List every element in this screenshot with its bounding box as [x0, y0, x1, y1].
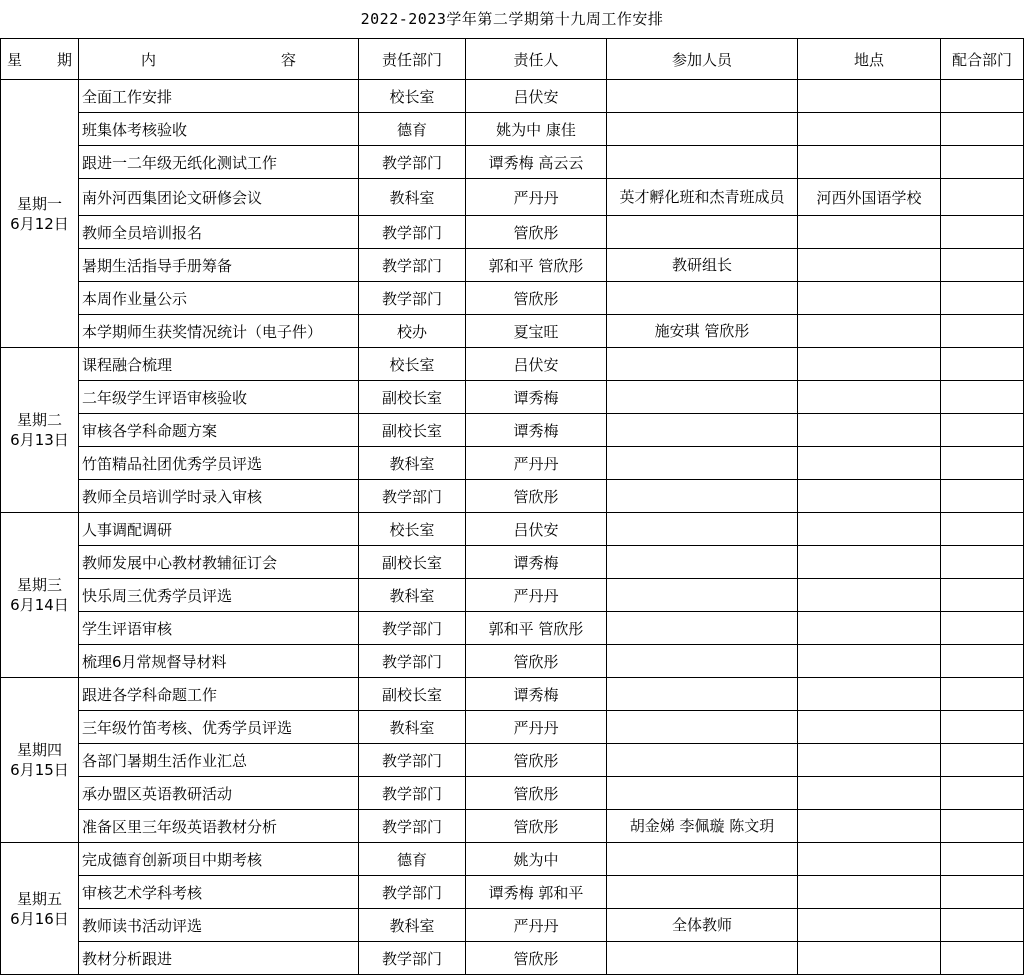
- cell-person: 严丹丹: [466, 909, 607, 942]
- cell-location: [798, 744, 941, 777]
- table-row: [1, 480, 1024, 513]
- cell-content: 跟进一二年级无纸化测试工作: [79, 146, 359, 179]
- cell-content: 三年级竹笛考核、优秀学员评选: [79, 711, 359, 744]
- cell-participants: [607, 480, 798, 513]
- cell-content: 南外河西集团论文研修会议: [79, 179, 359, 216]
- header-coop: 配合部门: [941, 39, 1024, 80]
- header-day-a: 星: [7, 50, 23, 69]
- cell-coop: [941, 579, 1024, 612]
- table-row: [1, 80, 1024, 113]
- header-location: 地点: [798, 39, 941, 80]
- header-content: [79, 39, 359, 80]
- cell-person: 郭和平 管欣彤: [466, 249, 607, 282]
- cell-participants: [607, 876, 798, 909]
- table-row: [1, 876, 1024, 909]
- cell-person: 管欣彤: [466, 282, 607, 315]
- cell-person: 管欣彤: [466, 810, 607, 843]
- day-cell-fri: [1, 843, 79, 975]
- cell-dept: 教科室: [359, 909, 466, 942]
- cell-coop: [941, 315, 1024, 348]
- table-row: [1, 447, 1024, 480]
- cell-dept: 教学部门: [359, 480, 466, 513]
- table-row: [1, 744, 1024, 777]
- cell-participants: [607, 447, 798, 480]
- cell-location: 河西外国语学校: [798, 179, 941, 216]
- cell-location: [798, 777, 941, 810]
- cell-coop: [941, 414, 1024, 447]
- cell-content: 全面工作安排: [79, 80, 359, 113]
- cell-location: [798, 579, 941, 612]
- cell-coop: [941, 810, 1024, 843]
- table-row: [1, 942, 1024, 975]
- header-content-a: 内: [141, 50, 157, 69]
- table-row: [1, 777, 1024, 810]
- cell-dept: 校长室: [359, 513, 466, 546]
- cell-participants: 教研组长: [607, 249, 798, 282]
- cell-person: 管欣彤: [466, 942, 607, 975]
- table-row: [1, 711, 1024, 744]
- header-day: [1, 39, 79, 80]
- table-row: [1, 179, 1024, 216]
- cell-dept: 教学部门: [359, 810, 466, 843]
- cell-participants: [607, 381, 798, 414]
- cell-person: 谭秀梅: [466, 678, 607, 711]
- cell-content: 准备区里三年级英语教材分析: [79, 810, 359, 843]
- cell-coop: [941, 546, 1024, 579]
- cell-content: 各部门暑期生活作业汇总: [79, 744, 359, 777]
- cell-person: 管欣彤: [466, 777, 607, 810]
- cell-location: [798, 942, 941, 975]
- cell-dept: 副校长室: [359, 678, 466, 711]
- header-content-b: 容: [280, 50, 296, 69]
- cell-coop: [941, 113, 1024, 146]
- cell-location: [798, 447, 941, 480]
- cell-coop: [941, 216, 1024, 249]
- cell-participants: [607, 513, 798, 546]
- cell-participants: [607, 348, 798, 381]
- cell-dept: 德育: [359, 843, 466, 876]
- cell-dept: 校办: [359, 315, 466, 348]
- cell-dept: 教科室: [359, 447, 466, 480]
- cell-location: [798, 909, 941, 942]
- cell-location: [798, 113, 941, 146]
- table-row: [1, 546, 1024, 579]
- cell-content: 完成德育创新项目中期考核: [79, 843, 359, 876]
- cell-person: 吕伏安: [466, 513, 607, 546]
- header-dept: 责任部门: [359, 39, 466, 80]
- cell-location: [798, 645, 941, 678]
- cell-person: 吕伏安: [466, 80, 607, 113]
- header-person: 责任人: [466, 39, 607, 80]
- table-row: [1, 612, 1024, 645]
- cell-dept: 教学部门: [359, 777, 466, 810]
- cell-coop: [941, 513, 1024, 546]
- cell-coop: [941, 612, 1024, 645]
- cell-dept: 教科室: [359, 179, 466, 216]
- cell-person: 谭秀梅: [466, 381, 607, 414]
- cell-content: 教师读书活动评选: [79, 909, 359, 942]
- cell-person: 严丹丹: [466, 711, 607, 744]
- cell-person: 管欣彤: [466, 744, 607, 777]
- cell-location: [798, 80, 941, 113]
- table-row: [1, 348, 1024, 381]
- day-weekday: 星期三: [16, 576, 62, 594]
- cell-location: [798, 612, 941, 645]
- cell-coop: [941, 843, 1024, 876]
- cell-content: 本周作业量公示: [79, 282, 359, 315]
- header-row: [1, 39, 1024, 80]
- cell-location: [798, 711, 941, 744]
- cell-location: [798, 146, 941, 179]
- table-row: [1, 843, 1024, 876]
- day-date: 6月12日: [10, 214, 69, 233]
- cell-coop: [941, 80, 1024, 113]
- cell-participants: 全体教师: [607, 909, 798, 942]
- cell-coop: [941, 744, 1024, 777]
- cell-location: [798, 513, 941, 546]
- day-date: 6月16日: [10, 909, 69, 928]
- cell-coop: [941, 480, 1024, 513]
- day-date: 6月14日: [10, 596, 69, 614]
- cell-participants: [607, 744, 798, 777]
- day-cell-mon: [1, 80, 79, 348]
- table-row: [1, 645, 1024, 678]
- cell-coop: [941, 249, 1024, 282]
- cell-person: 谭秀梅: [466, 414, 607, 447]
- table-row: [1, 113, 1024, 146]
- cell-participants: [607, 414, 798, 447]
- table-row: [1, 810, 1024, 843]
- cell-participants: [607, 146, 798, 179]
- table-row: [1, 513, 1024, 546]
- cell-participants: [607, 678, 798, 711]
- table-row: [1, 678, 1024, 711]
- cell-content: 教师发展中心教材教辅征订会: [79, 546, 359, 579]
- table-row: [1, 909, 1024, 942]
- day-date: 6月15日: [10, 761, 69, 779]
- cell-person: 谭秀梅 高云云: [466, 146, 607, 179]
- table-row: [1, 282, 1024, 315]
- cell-participants: [607, 113, 798, 146]
- cell-person: 严丹丹: [466, 447, 607, 480]
- cell-content: 教材分析跟进: [79, 942, 359, 975]
- cell-location: [798, 414, 941, 447]
- cell-dept: 教科室: [359, 711, 466, 744]
- cell-participants: [607, 216, 798, 249]
- cell-content: 班集体考核验收: [79, 113, 359, 146]
- cell-participants: 英才孵化班和杰青班成员: [607, 179, 798, 216]
- cell-person: 郭和平 管欣彤: [466, 612, 607, 645]
- cell-coop: [941, 942, 1024, 975]
- cell-dept: 德育: [359, 113, 466, 146]
- cell-coop: [941, 777, 1024, 810]
- day-weekday: 星期四: [16, 741, 62, 759]
- cell-location: [798, 810, 941, 843]
- table-row: [1, 381, 1024, 414]
- cell-content: 审核各学科命题方案: [79, 414, 359, 447]
- cell-person: 管欣彤: [466, 216, 607, 249]
- cell-content: 教师全员培训报名: [79, 216, 359, 249]
- cell-dept: 副校长室: [359, 381, 466, 414]
- schedule-table: [0, 38, 1024, 975]
- cell-dept: 副校长室: [359, 414, 466, 447]
- cell-dept: 教学部门: [359, 146, 466, 179]
- cell-person: 严丹丹: [466, 579, 607, 612]
- cell-coop: [941, 348, 1024, 381]
- cell-content: 教师全员培训学时录入审核: [79, 480, 359, 513]
- cell-content: 课程融合梳理: [79, 348, 359, 381]
- cell-content: 跟进各学科命题工作: [79, 678, 359, 711]
- cell-content: 梳理6月常规督导材料: [79, 645, 359, 678]
- cell-participants: [607, 645, 798, 678]
- cell-participants: [607, 80, 798, 113]
- day-cell-tue: [1, 348, 79, 513]
- cell-dept: 教学部门: [359, 216, 466, 249]
- cell-participants: [607, 546, 798, 579]
- cell-dept: 教学部门: [359, 249, 466, 282]
- cell-person: 姚为中 康佳: [466, 113, 607, 146]
- cell-coop: [941, 146, 1024, 179]
- cell-participants: [607, 843, 798, 876]
- day-weekday: 星期一: [16, 194, 62, 213]
- cell-coop: [941, 381, 1024, 414]
- cell-dept: 教学部门: [359, 744, 466, 777]
- table-row: [1, 249, 1024, 282]
- page-title: 2022-2023学年第二学期第十九周工作安排: [360, 10, 664, 28]
- header-day-b: 期: [56, 50, 72, 69]
- cell-coop: [941, 678, 1024, 711]
- cell-dept: 校长室: [359, 80, 466, 113]
- cell-content: 学生评语审核: [79, 612, 359, 645]
- cell-dept: 教学部门: [359, 645, 466, 678]
- cell-participants: [607, 942, 798, 975]
- cell-location: [798, 348, 941, 381]
- cell-dept: 教学部门: [359, 876, 466, 909]
- cell-coop: [941, 179, 1024, 216]
- cell-dept: 教学部门: [359, 282, 466, 315]
- cell-content: 快乐周三优秀学员评选: [79, 579, 359, 612]
- table-row: [1, 146, 1024, 179]
- cell-person: 谭秀梅: [466, 546, 607, 579]
- cell-person: 管欣彤: [466, 480, 607, 513]
- table-row: [1, 315, 1024, 348]
- header-participants: 参加人员: [607, 39, 798, 80]
- cell-dept: 校长室: [359, 348, 466, 381]
- cell-participants: [607, 579, 798, 612]
- cell-location: [798, 546, 941, 579]
- cell-dept: 教学部门: [359, 942, 466, 975]
- cell-coop: [941, 876, 1024, 909]
- cell-person: 谭秀梅 郭和平: [466, 876, 607, 909]
- cell-coop: [941, 282, 1024, 315]
- cell-location: [798, 480, 941, 513]
- cell-content: 本学期师生获奖情况统计（电子件）: [79, 315, 359, 348]
- cell-participants: 施安琪 管欣彤: [607, 315, 798, 348]
- table-row: [1, 579, 1024, 612]
- cell-participants: [607, 612, 798, 645]
- table-row: [1, 414, 1024, 447]
- cell-coop: [941, 447, 1024, 480]
- cell-location: [798, 381, 941, 414]
- cell-location: [798, 249, 941, 282]
- day-cell-thu: [1, 678, 79, 843]
- cell-location: [798, 282, 941, 315]
- cell-content: 人事调配调研: [79, 513, 359, 546]
- cell-location: [798, 315, 941, 348]
- cell-person: 管欣彤: [466, 645, 607, 678]
- cell-location: [798, 678, 941, 711]
- day-cell-wed: [1, 513, 79, 678]
- cell-participants: 胡金娣 李佩璇 陈文玥: [607, 810, 798, 843]
- cell-content: 竹笛精品社团优秀学员评选: [79, 447, 359, 480]
- cell-location: [798, 843, 941, 876]
- cell-content: 二年级学生评语审核验收: [79, 381, 359, 414]
- cell-coop: [941, 711, 1024, 744]
- cell-coop: [941, 909, 1024, 942]
- cell-location: [798, 876, 941, 909]
- table-row: [1, 216, 1024, 249]
- cell-coop: [941, 645, 1024, 678]
- cell-person: 姚为中: [466, 843, 607, 876]
- cell-participants: [607, 282, 798, 315]
- cell-person: 夏宝旺: [466, 315, 607, 348]
- cell-participants: [607, 711, 798, 744]
- cell-content: 暑期生活指导手册筹备: [79, 249, 359, 282]
- cell-content: 承办盟区英语教研活动: [79, 777, 359, 810]
- day-date: 6月13日: [10, 431, 69, 449]
- cell-dept: 教科室: [359, 579, 466, 612]
- cell-dept: 教学部门: [359, 612, 466, 645]
- cell-content: 审核艺术学科考核: [79, 876, 359, 909]
- cell-location: [798, 216, 941, 249]
- cell-dept: 副校长室: [359, 546, 466, 579]
- cell-person: 吕伏安: [466, 348, 607, 381]
- schedule-body: [1, 80, 1024, 975]
- cell-participants: [607, 777, 798, 810]
- day-weekday: 星期二: [16, 411, 62, 429]
- day-weekday: 星期五: [16, 889, 62, 908]
- cell-person: 严丹丹: [466, 179, 607, 216]
